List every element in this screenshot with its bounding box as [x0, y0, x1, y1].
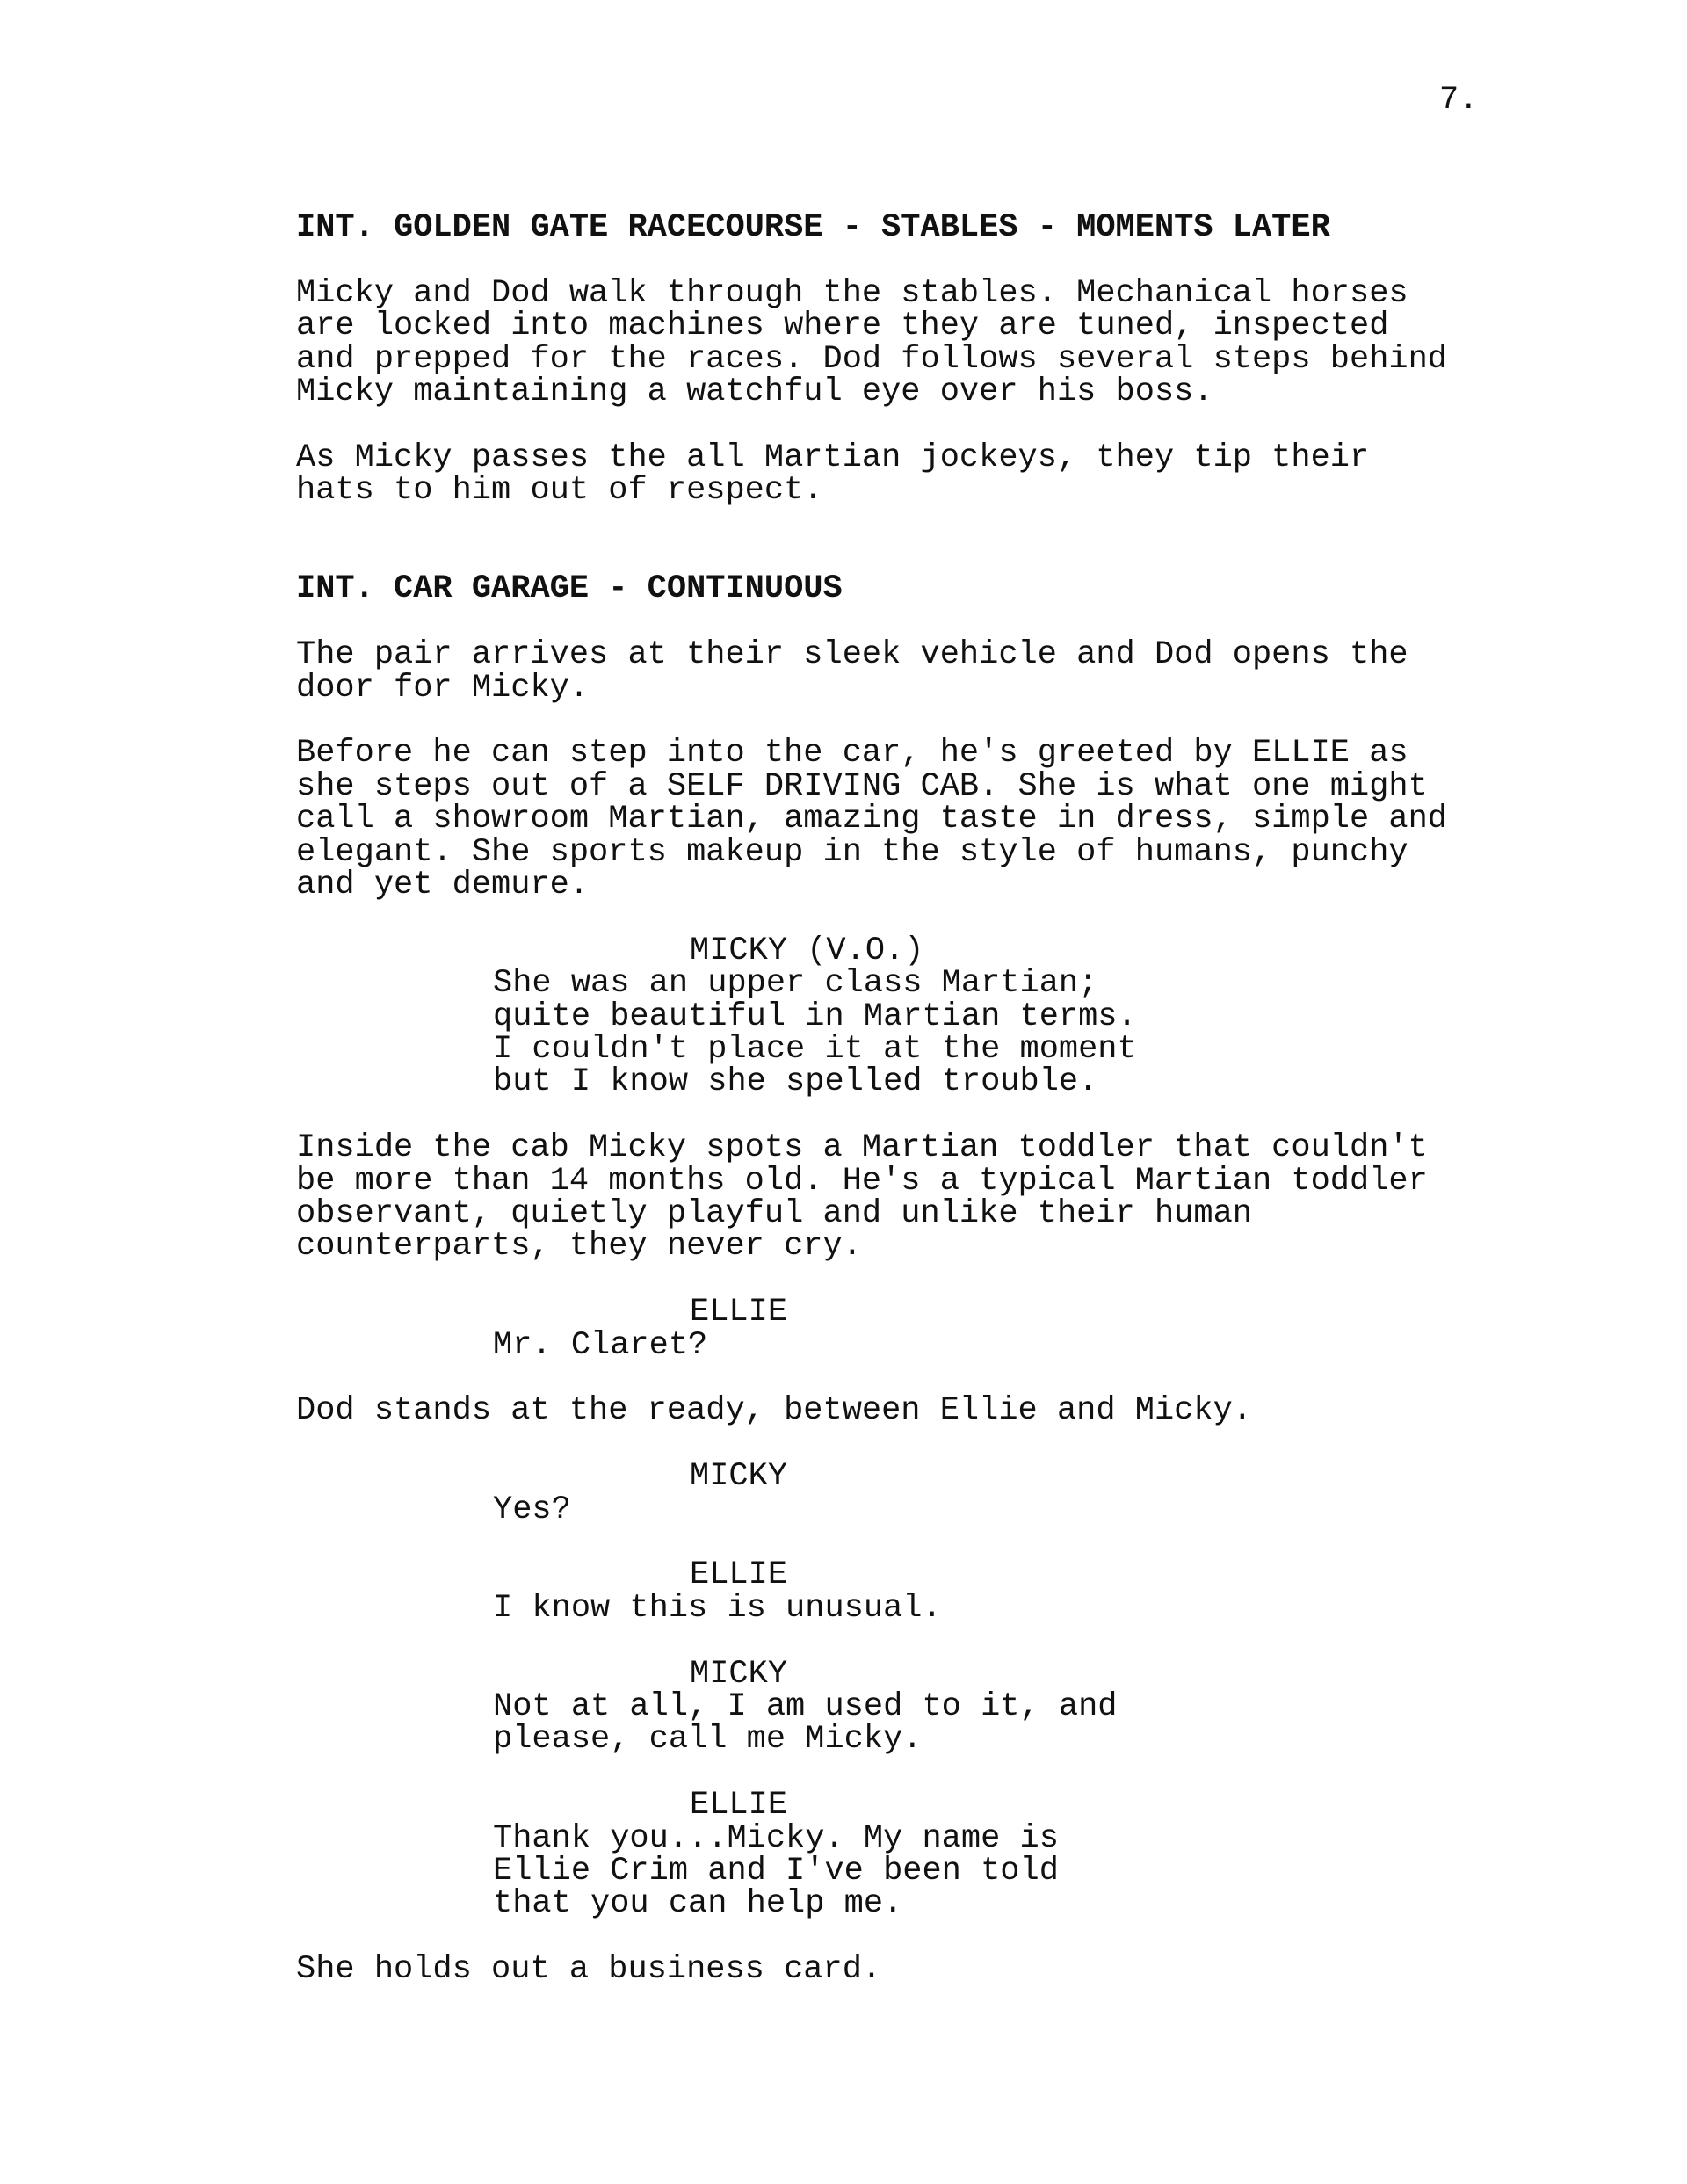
dialogue-line: I know this is unusual.: [493, 1590, 942, 1627]
page-number: 7.: [1439, 82, 1479, 119]
action-line: and yet demure.: [296, 867, 590, 903]
action-line: As Micky passes the all Martian jockeys, they tip their: [296, 439, 1370, 476]
action-line: observant, quietly playful and unlike their human: [296, 1195, 1252, 1232]
character-cue: ELLIE: [690, 1556, 788, 1593]
action-line: The pair arrives at their sleek vehicle and Dod opens the: [296, 636, 1408, 673]
character-cue: ELLIE: [690, 1787, 788, 1824]
action-line: door for Micky.: [296, 670, 590, 707]
action-line: Dod stands at the ready, between Ellie and Micky.: [296, 1392, 1252, 1429]
action-line: Micky and Dod walk through the stables. Mechanical horses: [296, 275, 1408, 312]
action-line: hats to him out of respect.: [296, 472, 823, 509]
dialogue-line: but I know she spelled trouble.: [493, 1063, 1098, 1100]
dialogue-line: Not at all, I am used to it, and: [493, 1688, 1118, 1725]
dialogue-line: I couldn't place it at the moment: [493, 1031, 1137, 1068]
character-cue: MICKY: [690, 1656, 788, 1693]
character-cue: MICKY (V.O.): [690, 932, 924, 969]
action-line: be more than 14 months old. He's a typical Martian toddler: [296, 1163, 1428, 1200]
dialogue-line: that you can help me.: [493, 1885, 903, 1922]
action-line: call a showroom Martian, amazing taste in dress, simple and: [296, 801, 1448, 838]
character-cue: MICKY: [690, 1458, 788, 1495]
action-line: counterparts, they never cry.: [296, 1228, 862, 1265]
dialogue-line: She was an upper class Martian;: [493, 965, 1098, 1002]
dialogue-line: Thank you...Micky. My name is: [493, 1820, 1059, 1857]
dialogue-line: Yes?: [493, 1491, 571, 1528]
action-line: she steps out of a SELF DRIVING CAB. She is what one might: [296, 768, 1428, 805]
dialogue-line: please, call me Micky.: [493, 1721, 923, 1758]
action-line: are locked into machines where they are tuned, inspected: [296, 308, 1389, 345]
scene-heading: INT. GOLDEN GATE RACECOURSE - STABLES - MOMENTS LATER: [296, 209, 1330, 246]
dialogue-line: Ellie Crim and I've been told: [493, 1853, 1059, 1890]
dialogue-line: Mr. Claret?: [493, 1327, 708, 1364]
action-line: Before he can step into the car, he's greeted by ELLIE as: [296, 735, 1408, 772]
action-line: She holds out a business card.: [296, 1951, 882, 1988]
dialogue-line: quite beautiful in Martian terms.: [493, 998, 1137, 1035]
action-line: Micky maintaining a watchful eye over his boss.: [296, 374, 1213, 410]
action-line: and prepped for the races. Dod follows several steps behind: [296, 341, 1448, 378]
scene-heading: INT. CAR GARAGE - CONTINUOUS: [296, 570, 843, 607]
action-line: Inside the cab Micky spots a Martian toddler that couldn't: [296, 1129, 1428, 1166]
action-line: elegant. She sports makeup in the style of humans, punchy: [296, 834, 1408, 871]
character-cue: ELLIE: [690, 1294, 788, 1331]
